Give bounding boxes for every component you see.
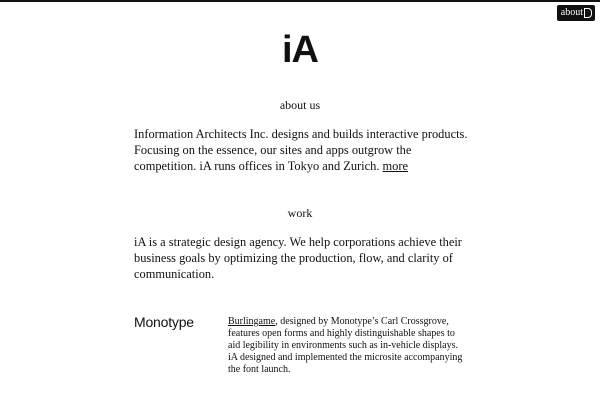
ia-logo[interactable]: iA <box>282 29 318 71</box>
work-heading: work <box>287 206 313 220</box>
top-rule <box>0 0 600 2</box>
about-us-paragraph <box>134 126 474 174</box>
about-button[interactable] <box>557 5 595 21</box>
about-button-label: about <box>560 7 583 18</box>
b-icon <box>585 8 592 18</box>
work-paragraph <box>134 234 474 282</box>
client-description-text: , designed by Monotype’s Carl Crossgrove, features open forms and highly distinguishable shapes to aid legibility in environments such as in-vehicle displays. iA designed and implemented the microsite accompanying the font launch. <box>228 316 463 375</box>
about-us-heading: about us <box>279 98 321 112</box>
client-description <box>228 316 468 376</box>
work-text: iA is a strategic design agency. We help corporations achieve their business goals by optimizing the production, flow, and clarity of communication. <box>134 235 462 281</box>
more-link[interactable]: more <box>382 159 408 173</box>
burlingame-link[interactable]: Burlingame <box>228 316 276 327</box>
about-us-text: Information Architects Inc. designs and builds interactive products. Focusing on the essence, our sites and apps outgrow the competition. iA runs offices in Tokyo and Zurich. <box>134 127 468 173</box>
monotype-logo: Monotype <box>134 314 194 330</box>
